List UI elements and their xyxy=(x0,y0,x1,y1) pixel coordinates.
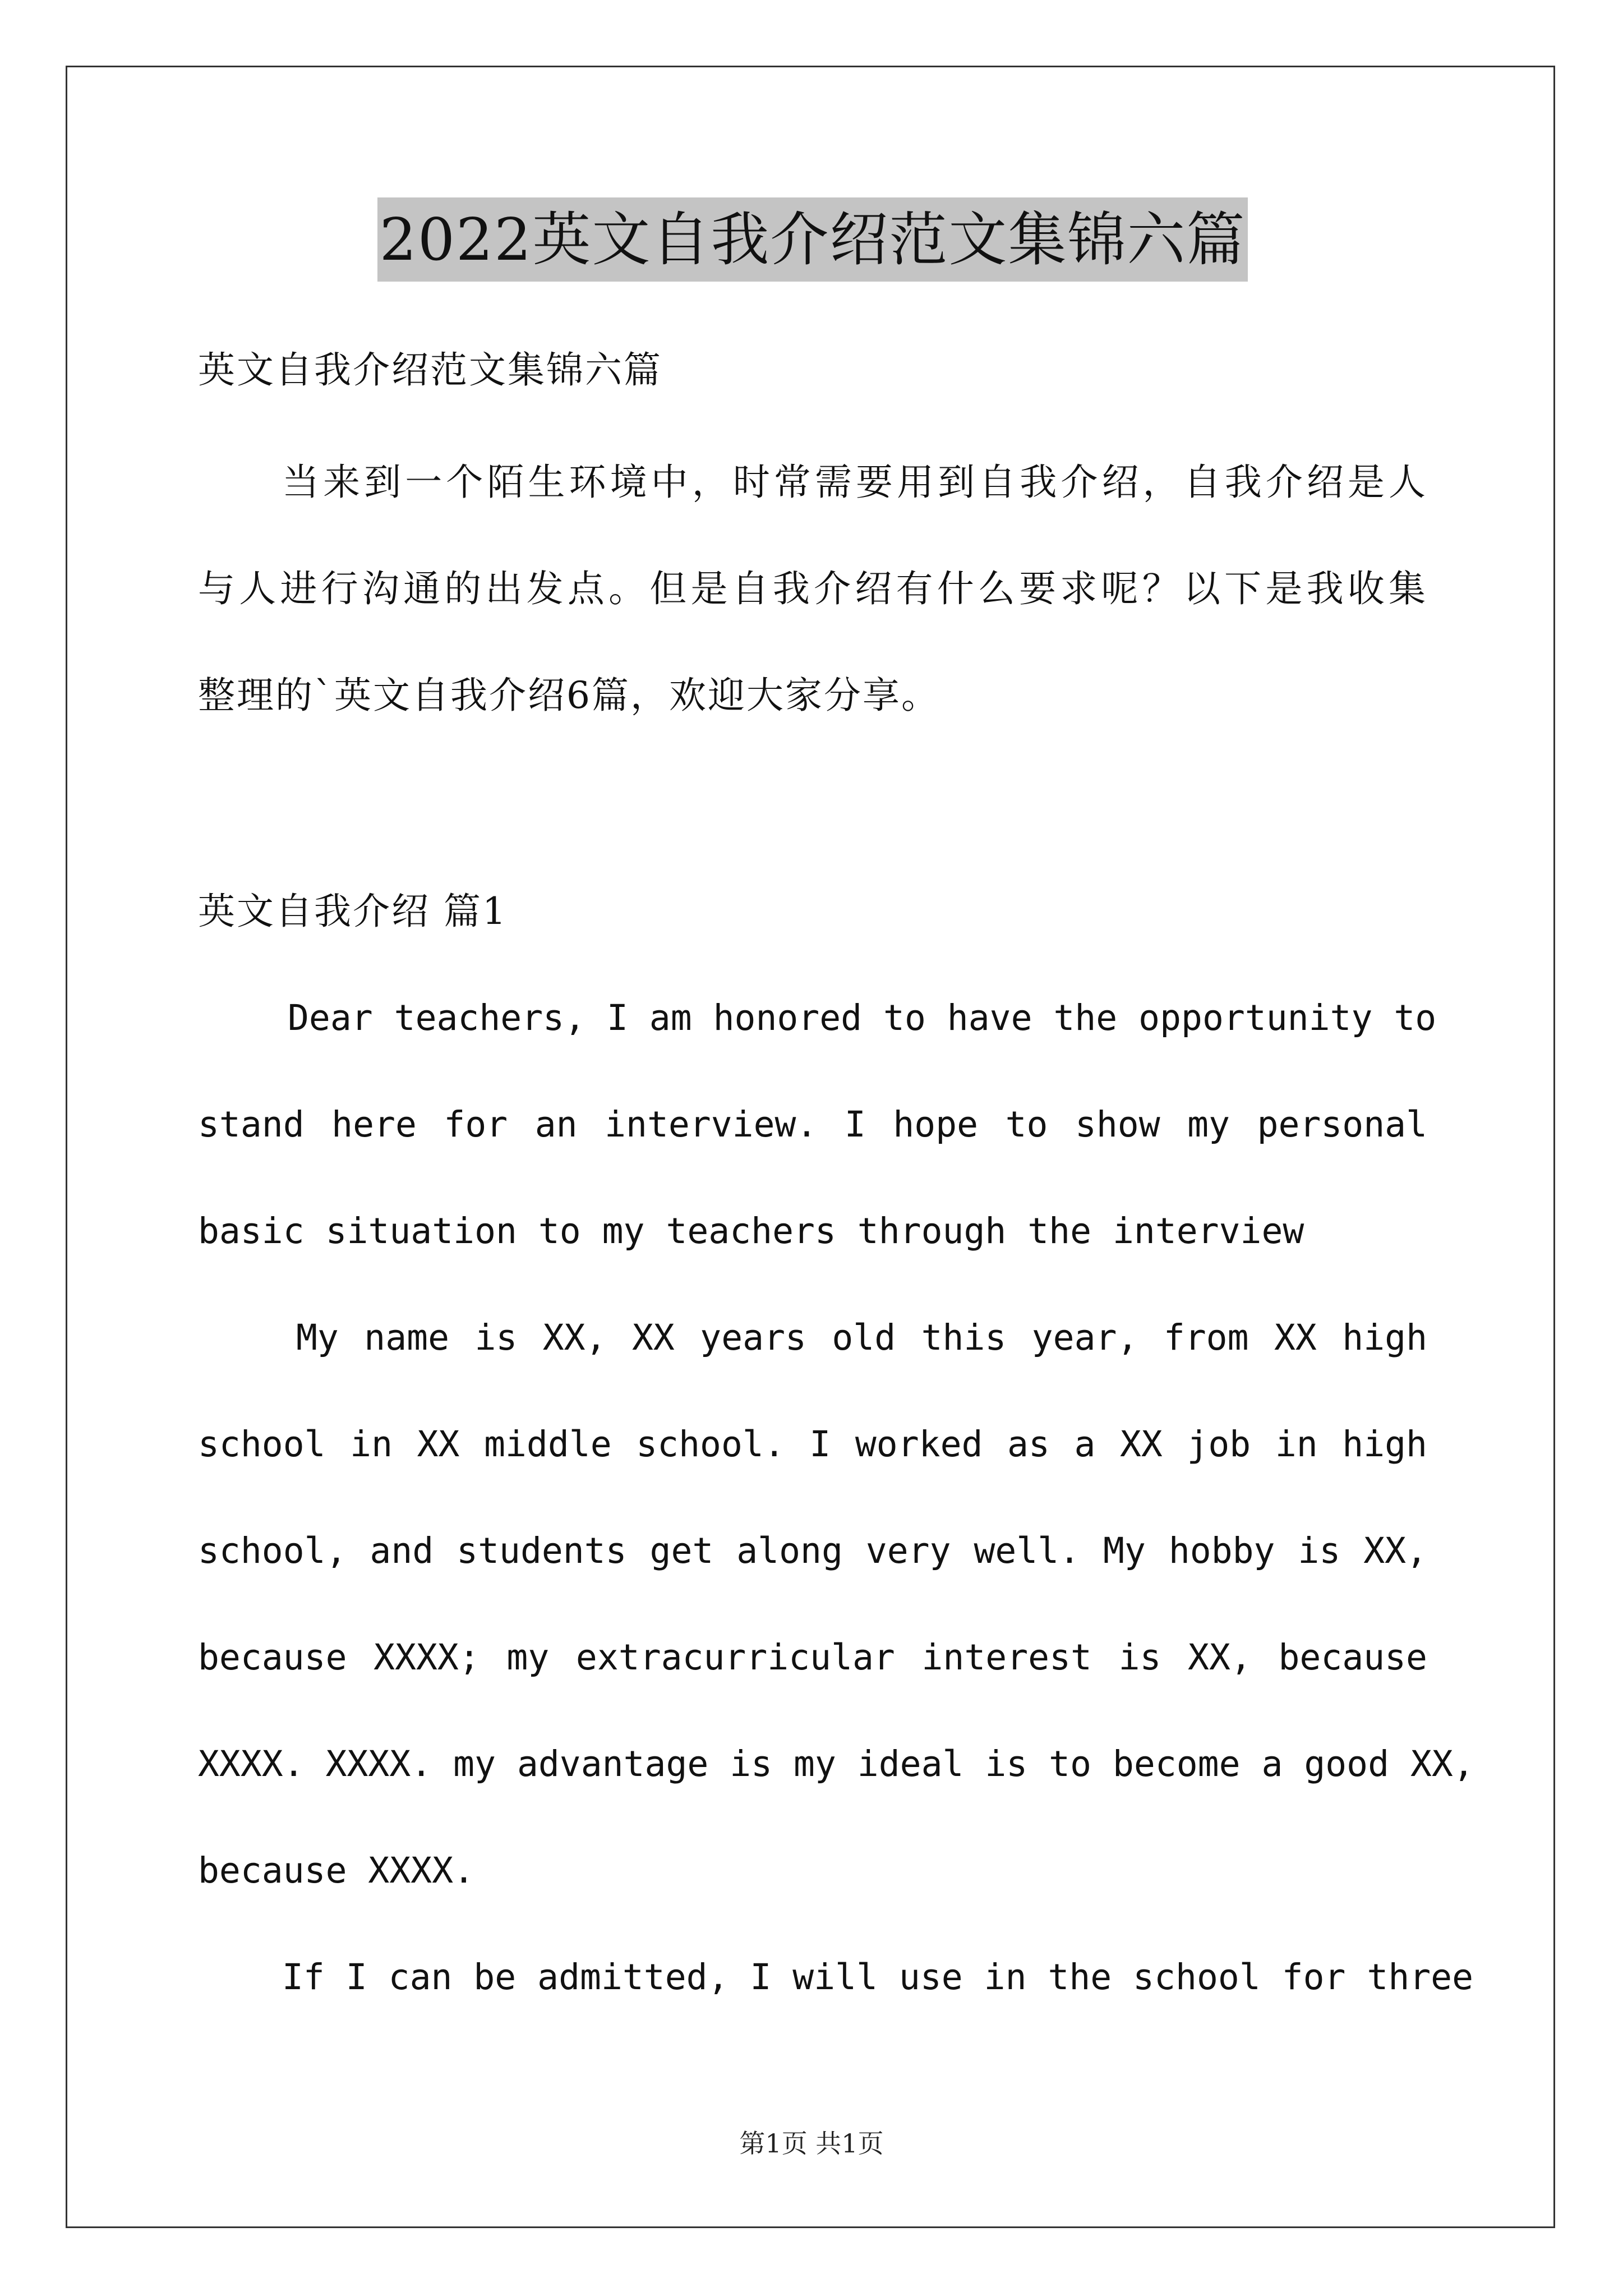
body-line: My name is XX, XX years old this year, from XX high xyxy=(296,1317,1427,1358)
intro-line: 与人进行沟通的出发点。但是自我介绍有什么要求呢？以下是我收集 xyxy=(198,567,1427,610)
intro-line: 当来到一个陌生环境中，时常需要用到自我介绍，自我介绍是人 xyxy=(282,461,1427,504)
document-title: 2022英文自我介绍范文集锦六篇 xyxy=(377,197,1248,282)
body-line: XXXX. XXXX. my advantage is my ideal is to become a good XX, xyxy=(198,1743,1474,1784)
body-line: because XXXX. xyxy=(198,1850,475,1891)
body-line: because XXXX; my extracurricular interest is XX, because xyxy=(198,1637,1427,1678)
intro-line: 整理的`英文自我介绍6篇，欢迎大家分享。 xyxy=(198,674,940,717)
body-line: school, and students get along very well. My hobby is XX, xyxy=(198,1530,1427,1571)
body-line: If I can be admitted, I will use in the school for three xyxy=(282,1957,1474,1998)
page-footer: 第1页 共1页 xyxy=(739,2128,884,2159)
body-line: stand here for an interview. I hope to show my personal xyxy=(198,1104,1427,1145)
body-line: school in XX middle school. I worked as a XX job in high xyxy=(198,1424,1427,1465)
body-line: Dear teachers, I am honored to have the opportunity to xyxy=(288,997,1437,1038)
document-subtitle: 英文自我介绍范文集锦六篇 xyxy=(198,348,662,392)
title-wrap xyxy=(198,197,1427,282)
section-heading: 英文自我介绍 篇1 xyxy=(198,890,508,933)
body-line: basic situation to my teachers through the interview xyxy=(198,1211,1304,1251)
